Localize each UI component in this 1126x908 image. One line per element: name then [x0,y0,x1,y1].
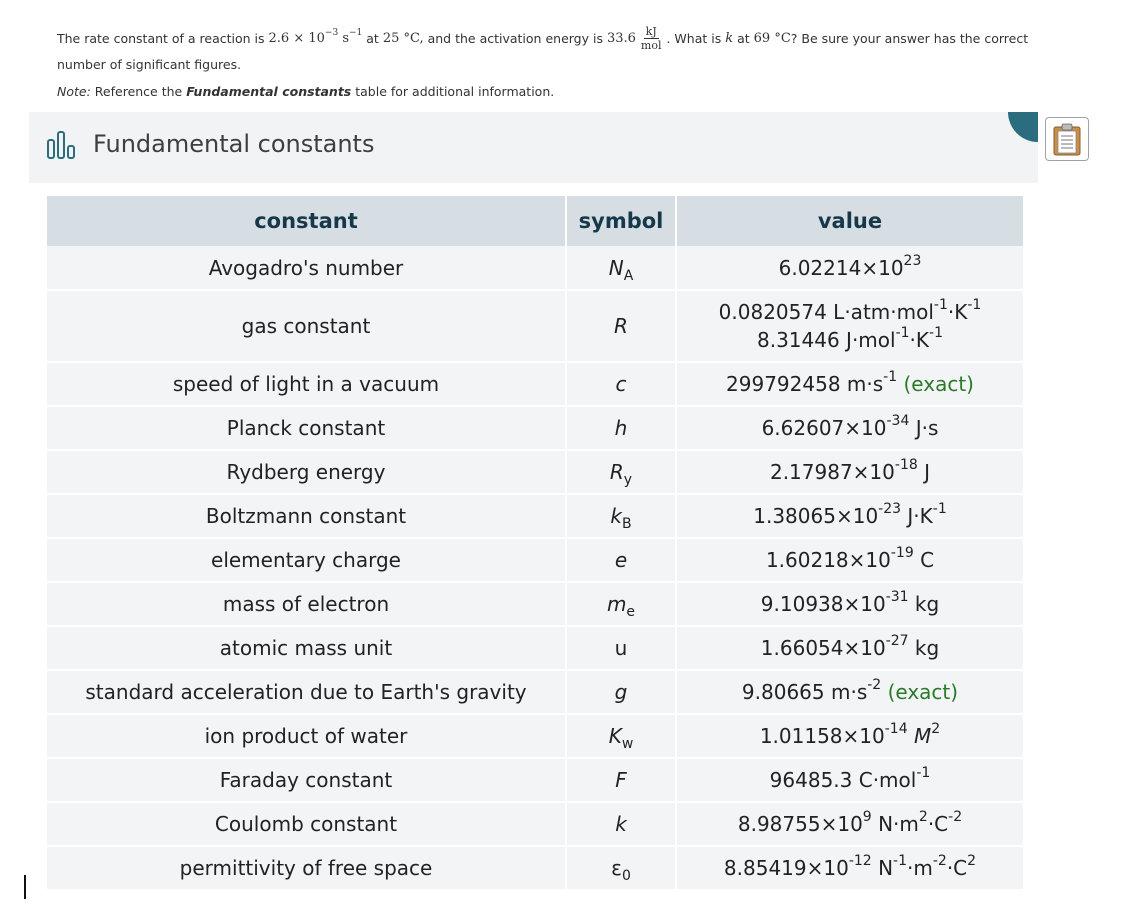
value-part: 8.85419×10 [723,856,849,880]
value-superscript: 2 [967,853,977,869]
value-superscript: -19 [890,545,914,561]
note-label: Note: [57,84,91,99]
constant-name: Boltzmann constant [47,494,566,538]
value-part: kg [908,636,940,660]
constant-value [676,670,1023,714]
value-superscript: -1 [933,297,948,313]
value-part: 6.02214×10 [778,255,904,280]
value-superscript: -12 [848,853,872,869]
table-header-row [47,196,1023,246]
symbol-main: ε [611,856,622,880]
constant-name: elementary charge [47,538,566,582]
text-cursor [24,875,26,899]
symbol-main: m [606,592,627,616]
value-part: 1.01158×10 [759,724,885,748]
constant-symbol [566,714,676,758]
constant-name: ion product of water [47,714,566,758]
question-ask-3: ? Be sure your answer has the correct [790,30,1029,46]
symbol-main: h [614,416,628,440]
symbol-subscript: 0 [621,868,631,884]
value-superscript: -31 [885,589,909,605]
value-superscript: 23 [903,252,922,269]
symbol-main: k [615,812,627,836]
activation-energy-unit: $\frac{kJ}{\text{mol}}$ [640,24,662,52]
value-part: 1.38065×10 [753,504,879,528]
k-variable: k [725,30,734,46]
value-superscript: -1 [916,765,931,781]
table-row [47,714,1023,758]
constant-value [676,714,1023,758]
header-constant: constant [47,196,566,246]
table-row [47,362,1023,406]
value-part: 9.80665 m·s [741,680,868,704]
value-part: 1.60218×10 [765,548,891,572]
constant-symbol [566,362,676,406]
note-post: table for additional information. [355,84,555,99]
constant-value [676,582,1023,626]
value-part: J [917,460,931,484]
value-part: 299792458 m·s [726,372,884,396]
value-superscript: -27 [885,633,909,649]
symbol-subscript: w [621,736,634,752]
value-superscript: -1 [967,297,982,313]
value-superscript: -1 [883,369,898,385]
constant-symbol [566,450,676,494]
table-row [47,582,1023,626]
value-part: 8.98755×10 [737,812,863,836]
value-superscript: -1 [929,325,943,341]
table-row [47,406,1023,450]
table-row [47,802,1023,846]
constant-symbol [566,246,676,290]
question-mid: and the activation energy is [427,30,603,46]
constant-value [676,538,1023,582]
temperature-2: 69 °C [753,30,791,46]
symbol-main: e [614,548,628,572]
value-part: ·C [946,856,968,880]
table-row [47,246,1023,290]
constant-symbol [566,758,676,802]
value-superscript: -23 [878,501,902,517]
constant-value [676,290,1023,362]
symbol-main: R [609,460,624,484]
constant-symbol [566,626,676,670]
constant-name: speed of light in a vacuum [47,362,566,406]
symbol-subscript: A [623,267,634,284]
value-part: 1.66054×10 [760,636,886,660]
value-part: ·K [909,328,930,352]
table-row [47,538,1023,582]
symbol-subscript: B [621,516,632,532]
value-superscript: 2 [918,809,928,825]
constant-name: permittivity of free space [47,846,566,890]
table-row [47,626,1023,670]
table-row [47,494,1023,538]
constant-name: mass of electron [47,582,566,626]
rate-constant-value: $2.6 \times 10^{-3}$ $s^{-1}$ [268,27,363,46]
clipboard-icon [1052,122,1082,156]
constant-symbol [566,538,676,582]
value-part: ·C [927,812,949,836]
constant-name: Planck constant [47,406,566,450]
symbol-main: F [615,768,627,792]
bar-chart-icon [46,130,78,162]
constant-value [676,802,1023,846]
question-ask-2: at [737,30,750,46]
value-part: kg [908,592,940,616]
constant-name: Avogadro's number [47,246,566,290]
gas-constant-line-1 [677,297,1023,324]
constant-value [676,846,1023,890]
value-superscript: -18 [894,457,918,473]
value-part: C [913,548,935,572]
constant-value [676,246,1023,290]
constant-value [676,362,1023,406]
value-superscript: 2 [931,721,941,737]
constant-symbol [566,582,676,626]
question-ask-1: . What is [666,30,722,46]
activation-energy-value: 33.6 [606,30,636,46]
question-intro: The rate constant of a reaction is [57,30,265,46]
gas-constant-line-2 [677,325,1023,352]
constant-name: Coulomb constant [47,802,566,846]
constant-name: atomic mass unit [47,626,566,670]
constant-name: Rydberg energy [47,450,566,494]
exact-label: (exact) [887,680,959,704]
value-part: ·m [907,856,933,880]
value-superscript: -1 [932,501,947,517]
clipboard-button[interactable] [1045,117,1089,161]
value-superscript: -2 [932,853,947,869]
question-at: at [366,30,379,46]
constant-value [676,450,1023,494]
value-part: 6.62607×10 [761,416,887,440]
note-pre: Reference the [94,84,183,99]
symbol-main: c [615,372,627,396]
constant-symbol [566,494,676,538]
constant-symbol [566,406,676,450]
constant-value [676,758,1023,802]
value-part: J·s [909,416,939,440]
value-part: 0.0820574 L·atm·mol [718,300,934,324]
value-part: M [907,724,932,748]
temperature-1: 25 °C, [382,30,424,46]
value-part: 2.17987×10 [769,460,895,484]
constants-table [47,196,1023,891]
value-superscript: -2 [948,809,963,825]
symbol-main: g [614,680,628,704]
value-superscript: -34 [886,413,910,429]
value-superscript: -2 [867,677,882,693]
value-part: 96485.3 C·mol [769,768,917,792]
value-part: ·K [947,300,968,324]
constant-symbol [566,802,676,846]
constant-value [676,494,1023,538]
constant-name: gas constant [47,290,566,362]
constant-symbol [566,670,676,714]
value-part: 9.10938×10 [760,592,886,616]
table-row [47,758,1023,802]
note-line [57,84,554,99]
constant-symbol [566,846,676,890]
header-symbol: symbol [566,196,676,246]
note-table-link[interactable]: Fundamental constants [186,84,352,99]
panel-title: Fundamental constants [93,130,375,158]
table-row [47,290,1023,362]
symbol-main: N [608,255,624,280]
value-part: N·m [871,812,919,836]
table-row [47,670,1023,714]
symbol-main: R [614,314,628,338]
symbol-main: K [608,724,622,748]
header-value: value [676,196,1023,246]
value-part: N [871,856,894,880]
table-row [47,450,1023,494]
value-superscript: -14 [884,721,908,737]
constant-name: standard acceleration due to Earth's gravity [47,670,566,714]
symbol-subscript: e [626,604,636,620]
exact-label: (exact) [903,372,974,396]
constant-symbol [566,290,676,362]
table-row [47,846,1023,890]
value-superscript: -1 [895,325,910,341]
value-superscript: 9 [862,809,872,825]
constant-name: Faraday constant [47,758,566,802]
symbol-main: k [610,504,622,528]
symbol-main: u [614,636,628,660]
question-line-2: number of significant figures. [57,57,242,72]
value-part: J·K [901,504,933,528]
symbol-subscript: y [623,472,633,488]
question-line-1 [57,18,1028,58]
value-part: 8.31446 J·mol [756,328,896,352]
value-superscript: -1 [893,853,908,869]
constant-value [676,406,1023,450]
fundamental-constants-header [29,112,1038,183]
constant-value [676,626,1023,670]
